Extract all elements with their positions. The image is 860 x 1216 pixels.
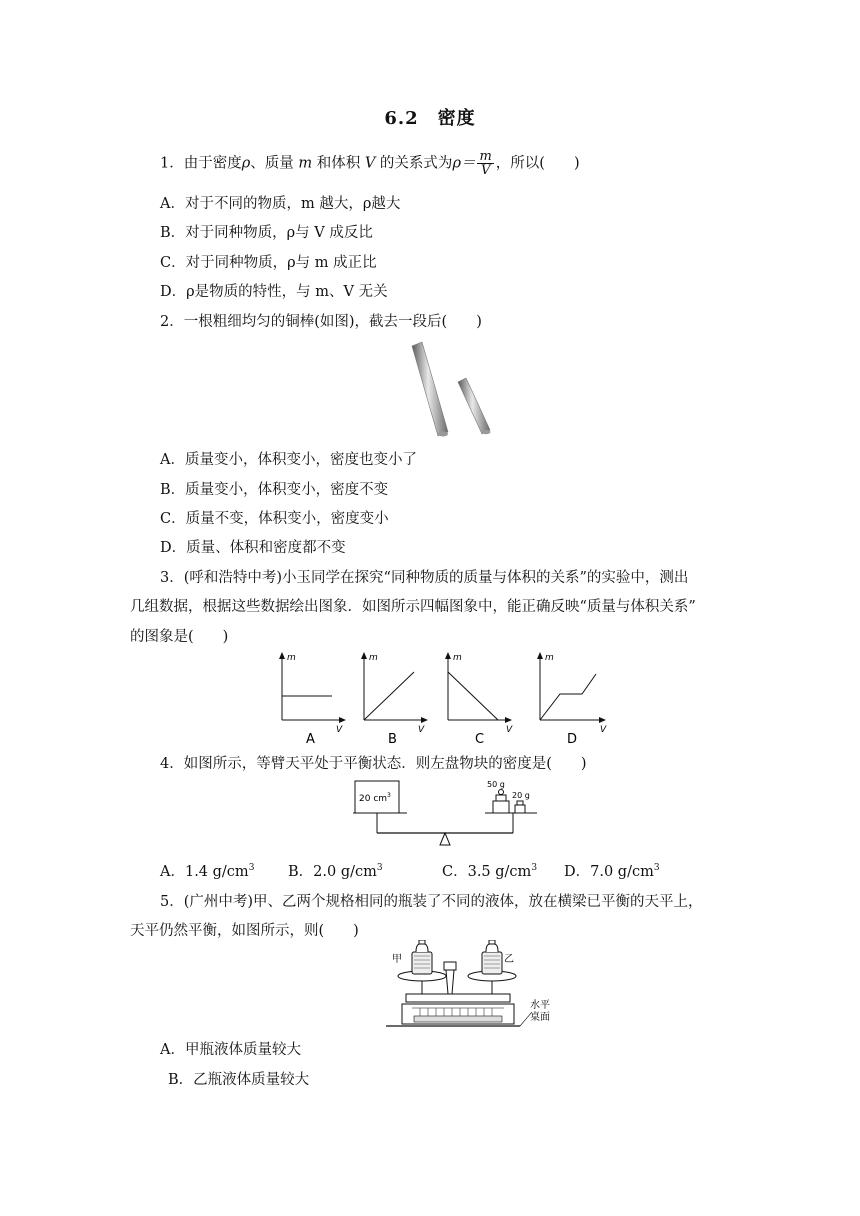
graph-b-x-label: V (418, 725, 425, 735)
q5-option-b: B．乙瓶液体质量较大 (168, 1072, 310, 1088)
question-2-stem: 2．一根粗细均匀的铜棒(如图)，截去一段后( ) (160, 314, 482, 330)
question-1-stem (160, 150, 580, 177)
q2-option-a: A．质量变小，体积变小，密度也变小了 (160, 452, 417, 468)
q4-option-c: C．3.5 $g/cm^3$ (442, 863, 538, 880)
q1-text-e: ，所以( ) (495, 155, 580, 172)
q1-m: m (298, 155, 313, 172)
graph-a (279, 652, 346, 747)
q3-line-2: 几组数据，根据这些数据绘出图象．如图所示四幅图象中，能正确反映“质量与体积关系” (130, 599, 696, 615)
label-jia: 甲 (392, 954, 402, 965)
graph-c-x-label: V (506, 725, 513, 735)
q2-option-c: C．质量不变，体积变小，密度变小 (160, 511, 389, 527)
long-rod (412, 342, 448, 437)
q1-fraction (477, 150, 493, 177)
block-volume-label: 20 $cm^3$ (359, 792, 391, 804)
q1-rho: ρ (241, 155, 251, 172)
graph-d-label: D (567, 732, 578, 747)
q1-frac-num: m (479, 149, 492, 164)
q4-option-b: B．2.0 $g/cm^3$ (288, 863, 383, 880)
q5-option-a: A．甲瓶液体质量较大 (160, 1042, 301, 1058)
q2-option-b: B．质量变小，体积变小，密度不变 (160, 482, 389, 498)
weight-50g-label: 50 g (487, 780, 505, 789)
balance-figure (345, 775, 545, 850)
short-rod (458, 378, 491, 434)
q1-option-a: A．对于不同的物质，m 越大，ρ越大 (160, 196, 401, 212)
graph-b-label: B (388, 732, 397, 747)
label-table-1: 水平 (530, 1000, 550, 1011)
page-title: 6.2 密度 (384, 108, 476, 129)
q1-frac-den: V (480, 163, 491, 178)
graph-d (537, 652, 607, 747)
graph-d-x-label: V (600, 725, 607, 735)
graph-a-label: A (306, 732, 315, 747)
q1-option-d: D．ρ是物质的特性，与 m、V 无关 (160, 284, 388, 300)
q3-line-1: 3．(呼和浩特中考)小玉同学在探究“同种物质的质量与体积的关系”的实验中，测出 (160, 570, 689, 586)
q1-option-b: B．对于同种物质，ρ与 V 成反比 (160, 225, 373, 241)
q1-text-a: 1．由于密度 (160, 155, 242, 172)
q2-option-d: D．质量、体积和密度都不变 (160, 540, 346, 556)
graph-c-label: C (475, 732, 485, 747)
weight-20g-label: 20 g (512, 791, 530, 800)
graph-b (361, 652, 428, 747)
q5-line-2: 天平仍然平衡，如图所示，则( ) (130, 923, 359, 939)
q1-option-c: C．对于同种物质，ρ与 m 成正比 (160, 255, 377, 271)
q4-option-a: A．1.4 $g/cm^3$ (160, 863, 255, 880)
label-table-2: 桌面 (530, 1012, 550, 1023)
q1-text-c: 和体积 (312, 155, 365, 172)
q1-text-d: 的关系式为 (375, 155, 453, 172)
fulcrum (440, 833, 450, 845)
q1-text-b: 、质量 (250, 155, 299, 172)
mass-volume-graphs (270, 648, 620, 748)
question-4-stem: 4．如图所示，等臂天平处于平衡状态．则左盘物块的密度是( ) (160, 756, 587, 772)
q4-option-d: D．7.0 $g/cm^3$ (564, 863, 660, 880)
graph-c-y-label: m (453, 653, 462, 663)
q1-eq: ρ＝ (452, 155, 476, 172)
graph-a-y-label: m (287, 653, 296, 663)
q1-v: V (364, 155, 376, 172)
weight-50g (487, 780, 509, 813)
bottle-balance-figure (380, 940, 580, 1030)
weight-20g (512, 791, 530, 813)
q5-line-1: 5．(广州中考)甲、乙两个规格相同的瓶装了不同的液体，放在横梁已平衡的天平上， (160, 894, 703, 910)
graph-a-x-label: V (336, 725, 343, 735)
graph-c (445, 652, 513, 747)
graph-d-y-label: m (545, 653, 554, 663)
label-yi: 乙 (504, 954, 514, 965)
graph-b-y-label: m (369, 653, 378, 663)
bottle-jia (412, 940, 432, 974)
bottle-yi (482, 940, 502, 974)
q3-line-3: 的图象是( ) (130, 629, 229, 645)
copper-rod-figure (400, 338, 500, 438)
